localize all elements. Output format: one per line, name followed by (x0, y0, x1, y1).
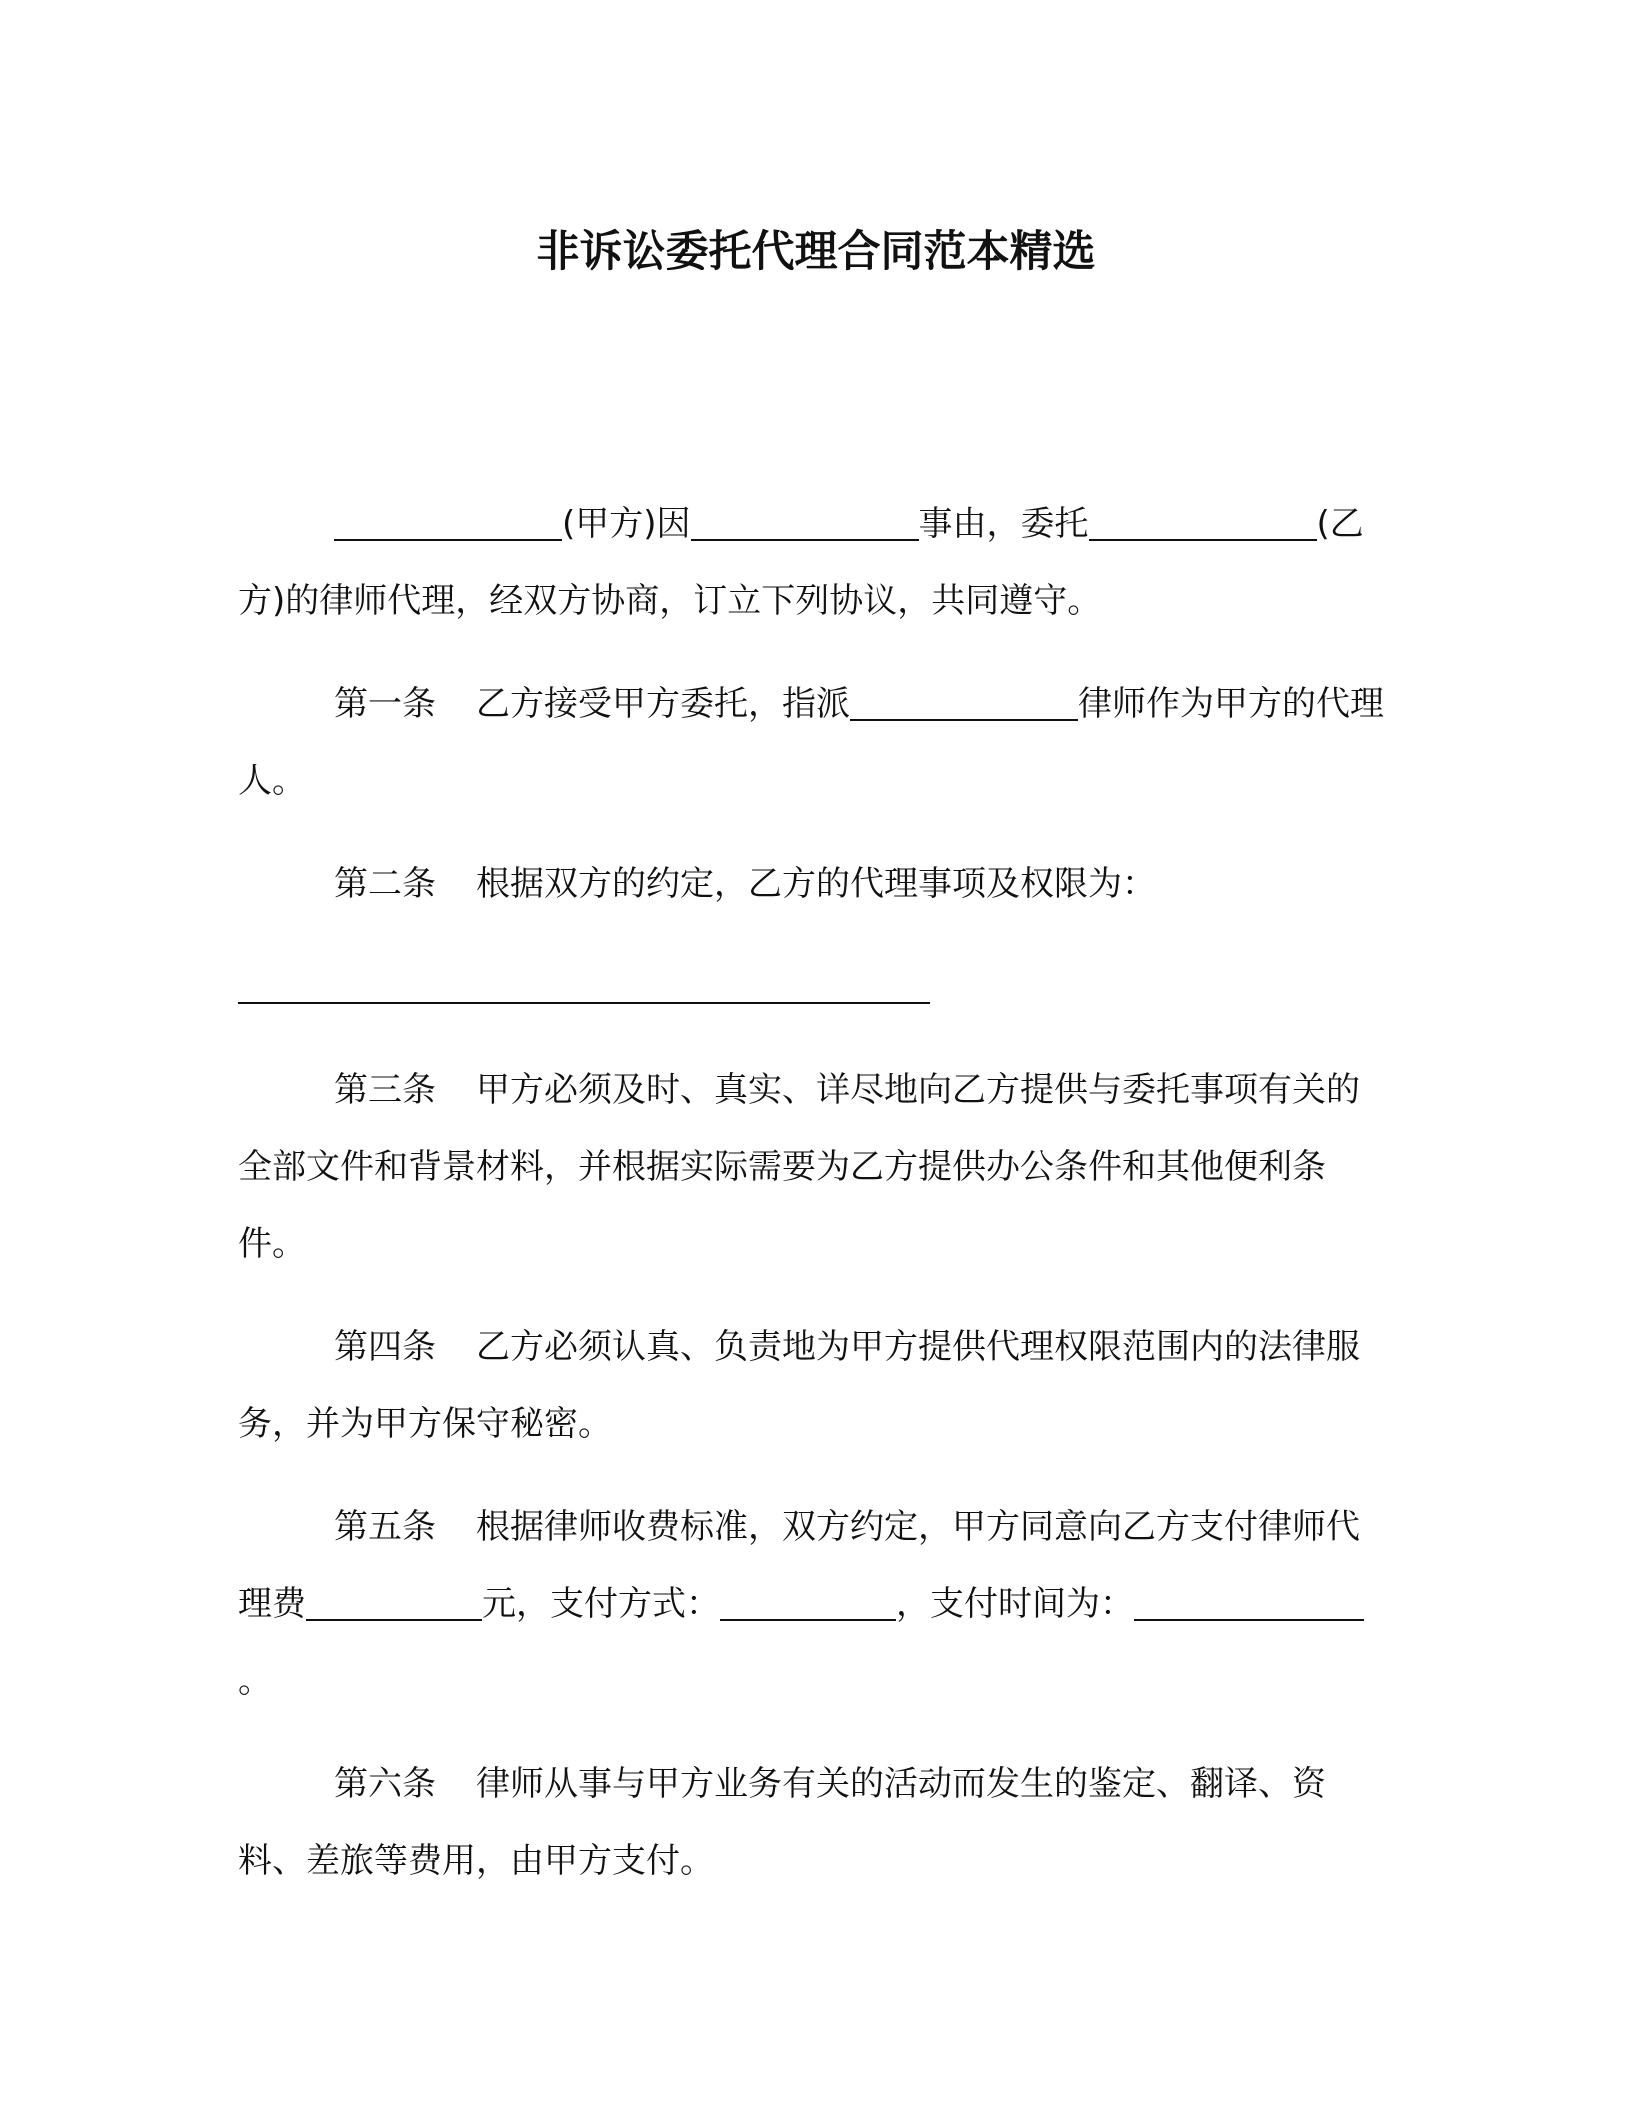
article-3 (238, 1052, 1388, 1283)
payment-time-label: ，支付时间为： (896, 1584, 1134, 1624)
fee-unit-label: 元，支付方式： (482, 1584, 720, 1624)
preamble-paragraph (238, 486, 1388, 640)
article-text: 乙方必须认真、负责地为甲方提供代理权限范围内的法律服务，并为甲方保守秘密。 (238, 1327, 1360, 1444)
authority-blank (238, 972, 930, 1004)
article-text: 根据双方的约定，乙方的代理事项及权限为： (476, 864, 1156, 904)
party-a-blank (334, 509, 562, 541)
article-label: 第五条 (334, 1507, 436, 1547)
document-body (238, 486, 1388, 1926)
payment-time-blank (1134, 1589, 1364, 1621)
article-label: 第二条 (334, 864, 436, 904)
lawyer-name-blank (850, 689, 1078, 721)
payment-method-blank (720, 1589, 896, 1621)
article-label: 第一条 (334, 684, 436, 724)
article-text: 根据律师收费标准，双方约定，甲方同意向乙方支付律师代理费 (238, 1507, 1360, 1624)
article-2 (238, 846, 1388, 923)
article-5 (238, 1489, 1388, 1720)
article-text: 甲方必须及时、真实、详尽地向乙方提供与委托事项有关的全部文件和背景材料，并根据实际需要为乙方提供办公条件和其他便利条件。 (238, 1070, 1360, 1264)
article-label: 第三条 (334, 1070, 436, 1110)
article-6 (238, 1746, 1388, 1900)
article-label: 第四条 (334, 1327, 436, 1367)
article-2-blank-line (238, 949, 1388, 1026)
article-1 (238, 666, 1388, 820)
article-text: 律师作为甲方的代理人。 (238, 684, 1384, 801)
document-title: 非诉讼委托代理合同范本精选 (536, 227, 1096, 277)
party-b-blank (1089, 509, 1317, 541)
article-label: 第六条 (334, 1764, 436, 1804)
article-text: 律师从事与甲方业务有关的活动而发生的鉴定、翻译、资料、差旅等费用，由甲方支付。 (238, 1764, 1326, 1881)
paren-open: ( (1316, 504, 1330, 544)
article-end: 。 (238, 1661, 272, 1701)
party-a-label: (甲方)因 (562, 504, 691, 544)
article-4 (238, 1309, 1388, 1463)
fee-blank (306, 1589, 482, 1621)
reason-blank (691, 509, 919, 541)
preamble-continuation: 乙方)的律师代理，经双方协商，订立下列协议，共同遵守。 (238, 504, 1364, 621)
article-text: 乙方接受甲方委托，指派 (476, 684, 850, 724)
reason-label: 事由，委托 (918, 504, 1089, 544)
